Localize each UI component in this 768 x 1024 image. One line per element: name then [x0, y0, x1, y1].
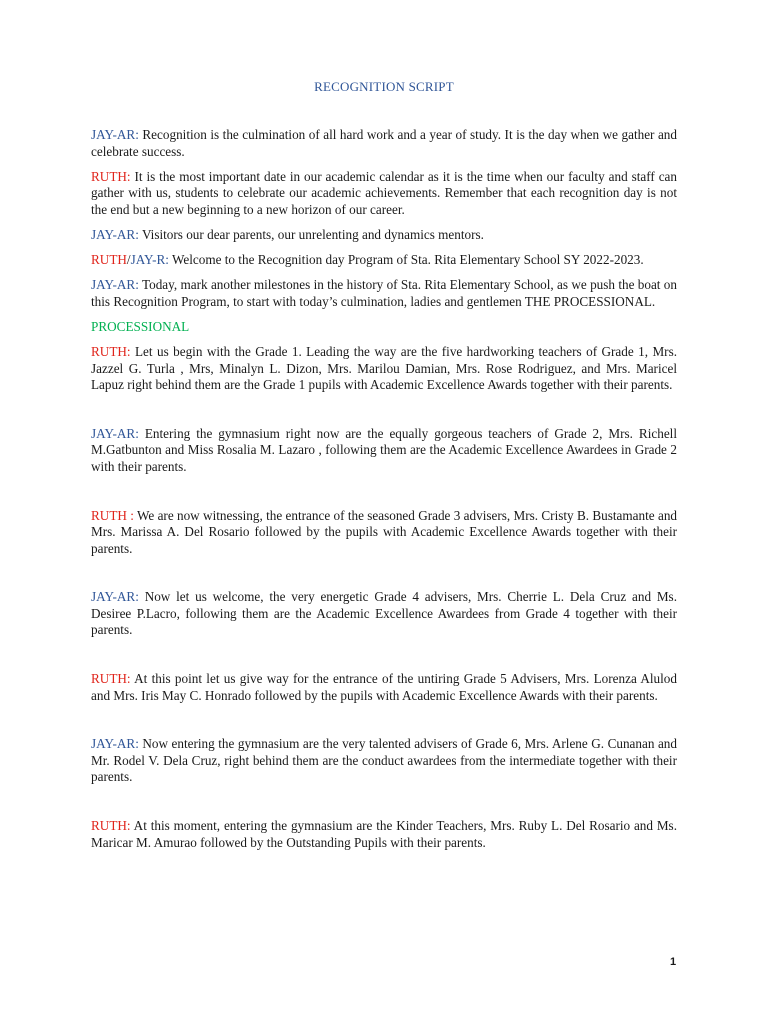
page-number: 1: [670, 956, 677, 968]
script-paragraph: [91, 252, 677, 269]
section-heading-processional: PROCESSIONAL: [91, 318, 190, 334]
speaker-label-jay-ar: JAY-AR:: [91, 589, 139, 605]
speaker-label-jay-ar: JAY-AR:: [91, 736, 139, 752]
script-paragraph: [91, 426, 677, 476]
speaker-separator: /: [126, 252, 131, 268]
page-title: RECOGNITION SCRIPT: [314, 79, 454, 94]
script-body: [91, 127, 677, 860]
script-paragraph: [91, 589, 677, 639]
speaker-label-ruth: RUTH: [91, 252, 127, 268]
speaker-label-jay-r: JAY-R:: [130, 252, 169, 268]
dialogue-text: Now entering the gymnasium are the very talented advisers of Grade 6, Mrs. Arlene G. Cunanan and Mr. Rodel V. Dela Cruz, right behind them are the conduct awardees from the intermediate together with their parents.: [91, 736, 677, 785]
script-paragraph: [91, 736, 677, 786]
dialogue-text: It is the most important date in our academic calendar as it is the time when our faculty and staff can gather with us, students to celebrate our academic achievements. Remember that each recognition day is not the end but a new beginning to a new horizon of our career.: [91, 168, 677, 217]
dialogue-text: Welcome to the Recognition day Program of Sta. Rita Elementary School SY 2022-2023.: [168, 252, 644, 268]
dialogue-text: Visitors our dear parents, our unrelenting and dynamics mentors.: [138, 226, 484, 242]
dialogue-text: At this point let us give way for the entrance of the untiring Grade 5 Advisers, Mrs. Lorenza Alulod and Mrs. Iris May C. Honrado followed by the pupils with Academic Excellence Awards with their parents.: [91, 671, 677, 703]
script-paragraph: [91, 818, 677, 851]
dialogue-text: Recognition is the culmination of all hard work and a year of study. It is the day when we gather and celebrate success.: [91, 127, 677, 159]
dialogue-text: We are now witnessing, the entrance of the seasoned Grade 3 advisers, Mrs. Cristy B. Bustamante and Mrs. Marissa A. Del Rosario followed by the pupils with Academic Excellence Awards together with their parents.: [91, 507, 678, 556]
speaker-label-jay-ar: JAY-AR:: [91, 226, 139, 242]
script-paragraph: [91, 508, 677, 558]
script-paragraph: [91, 227, 677, 244]
script-paragraph: [91, 127, 677, 160]
dialogue-text: Let us begin with the Grade 1. Leading the way are the five hardworking teachers of Grade 1, Mrs. Jazzel G. Turla , Mrs, Minalyn L. Dizon, Mrs. Marilou Damian, Mrs. Rose Rodriguez, and Mrs. Maricel Lapuz right behind them are the Grade 1 pupils with Academic Excellence Awards together with their parents.: [91, 343, 677, 393]
dialogue-text: Entering the gymnasium right now are the equally gorgeous teachers of Grade 2, Mrs. Richell M.Gatbunton and Miss Rosalia M. Lazaro , following them are the Academic Excellence Awardees in Grade 2 with their parents.: [91, 425, 677, 474]
script-paragraph: [91, 169, 677, 219]
script-paragraph: [91, 671, 677, 704]
dialogue-text: Today, mark another milestones in the history of Sta. Rita Elementary School, as we push the boat on this Recognition Program, to start with today’s culmination, ladies and gentlemen THE PROCESSIONAL.: [91, 277, 677, 309]
speaker-label-ruth: RUTH:: [91, 168, 131, 184]
script-paragraph: [91, 277, 677, 310]
speaker-label-ruth: RUTH:: [91, 343, 131, 359]
speaker-label-jay-ar: JAY-AR:: [91, 127, 139, 142]
dialogue-text: At this moment, entering the gymnasium are the Kinder Teachers, Mrs. Ruby L. Del Rosario and Ms. Maricar M. Amurao followed by the Outstanding Pupils with their parents.: [91, 818, 677, 850]
speaker-label-ruth: RUTH :: [91, 507, 134, 523]
speaker-label-ruth: RUTH:: [91, 671, 131, 687]
speaker-label-ruth: RUTH:: [91, 818, 131, 834]
dialogue-text: Now let us welcome, the very energetic Grade 4 advisers, Mrs. Cherrie L. Dela Cruz and Ms. Desiree P.Lacro, following them are the Academic Excellence Awardees from Grade 4 together with their parents.: [91, 589, 677, 638]
speaker-label-jay-ar: JAY-AR:: [91, 277, 139, 293]
speaker-label-jay-ar: JAY-AR:: [91, 425, 139, 441]
script-paragraph: [91, 344, 677, 394]
